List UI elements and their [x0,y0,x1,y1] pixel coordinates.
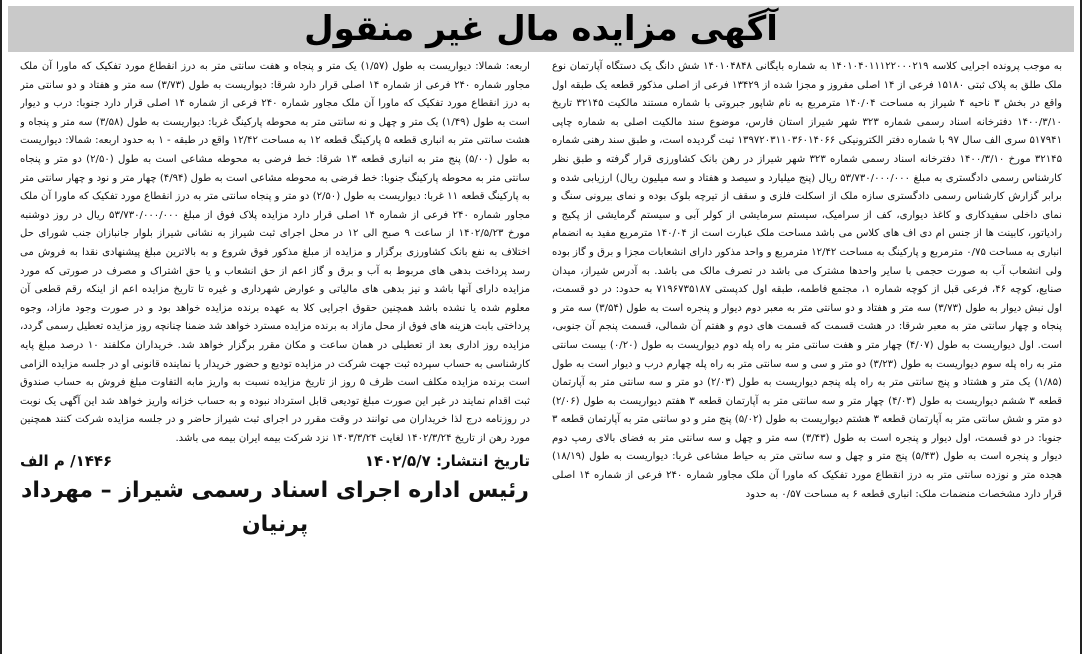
right-column-text: به موجب پرونده اجرایی کلاسه ۱۴۰۱۰۴۰۱۱۱۲۲۰۰۰۲۱۹ به شماره بایگانی ۱۴۰۱۰۴۸۴۸ شش دانگ یک دستگاه آپارتمان نوع ملک طلق به پلاک ثبتی ۱۵۱۸۰ فرعی از ۱۴ اصلی مفروز و مجزا شده از ۱۳۴۲۹ فرعی از اصلی مذکور قطعه یک طبقه اول واقع در بخش ۳ ناحیه ۴ شیراز به مساحت ۱۴۰/۰۴ مترمربع به نام شاپور جبروتی با شماره مستند مالکیت ۳۲۱۴۵ تاریخ ۱۴۰۰/۳/۱۰ دفترخانه اسناد رسمی شماره ۳۲۳ شهر شیراز استان فارس، موضوع سند مالکیت اصلی به شماره چاپی ۵۱۷۹۴۱ سری الف سال ۹۷ با شماره دفتر الکترونیکی ۱۳۹۷۲۰۳۱۱۰۳۶۰۱۴۰۶۶ ثبت گردیده است، و طبق سند رهنی شماره ۳۲۱۴۵ مورخ ۱۴۰۰/۳/۱۰ دفترخانه اسناد رسمی شماره ۳۲۳ شهر شیراز در رهن بانک کشاورزی قرار گرفته و طبق نظر کارشناس رسمی دادگستری به مبلغ ۵۳/۷۳۰/۰۰۰/۰۰۰ ریال (پنج میلیارد و سیصد و هفتاد و سه میلیون ریال) ارزیابی شده و برابر گزارش کارشناس رسمی دادگستری سازه ملک از اسکلت فلزی و سقف از تیرچه بلوک بوده و نمای بیرونی سنگ و نمای داخلی سفیدکاری و کاغذ دیواری، کف از سرامیک، سیستم سرمایشی از کولر آبی و سیستم گرمایشی از پکیج و رادیاتور، کابینت ها از جنس ام دی اف های کلاس می باشد مساحت ملک عبارت است از ۱۴۰/۰۴ مترمربع مفید به انضمام انباری به مساحت ۰/۷۵ مترمربع و پارکینگ به مساحت ۱۲/۴۲ مترمربع و واحد مذکور دارای انشعابات مجزا و برق و گاز بوده ولی انشعاب آب به صورت حجمی با سایر واحدها مشترک می باشد در تصرف مالک می باشد. به آدرس شیراز، میدان صنایع، کوچه ۴۶، فرعی قبل از کوچه شماره ۱، مجتمع فاطمه، طبقه اول کدپستی ۷۱۹۶۷۳۵۱۸۷ به حدود: در دو قسمت، اول نبش دیوار به طول (۳/۷۳) سه متر و هفتاد و دو سانتی متر به معبر دوم دیوار و پنجره است به طول (۳/۵۴) سه متر و پنجاه و چهار سانتی متر به معبر شرقا: در هشت قسمت که قسمت های دوم و هفتم آن شمالی، قسمت پنجم آن جنوبی، است. اول دیواریست به طول (۴/۰۷) چهار متر و هفت سانتی متر به راه پله دوم دیواریست به طول (۰/۲۰) بیست سانتی متر به راه پله سوم دیواریست به طول (۳/۲۳) دو متر و سی و سه سانتی متر به راه پله چهارم درب و دیوار است به طول (۱/۸۵) یک متر و هشتاد و پنج سانتی متر به راه پله پنجم دیواریست به طول (۲/۰۳) دو متر و سه سانتی متر به آپارتمان قطعه ۳ ششم دیواریست به طول (۴/۰۳) چهار متر و سه سانتی متر به آپارتمان قطعه ۳ هفتم دیواریست به طول (۲/۰۶) دو متر و شش سانتی متر به آپارتمان قطعه ۳ هشتم دیواریست به طول (۵/۰۲) پنج متر و دو سانتی متر به آپارتمان قطعه ۳ جنوبا: در دو قسمت، اول دیوار و پنجره است به طول (۳/۴۳) سه متر و چهل و سه سانتی متر به فضای بالای رمپ دوم دیوار و پنجره است به طول (۵/۴۳) پنج متر و چهل و سه سانتی متر به حیاط مشاعی غربا: دیواریست به طول (۱۸/۱۹) هجده متر و نوزده سانتی متر به درز انقطاع مورد تفکیک که ماورا آن ملک مجاور شماره ۲۴۰ فرعی از شماره ۱۴ اصلی قرار دارد مشخصات منضمات ملک: انباری قطعه ۶ به مساحت ۰/۵۷ به حدود [552,61,1062,500]
body-columns [20,58,1062,648]
reference-number: ۱۴۴۶/ م الف [20,452,113,471]
signature-line: رئیس اداره اجرای اسناد رسمی شیراز – مهرداد پرنیان [21,478,529,538]
notice-title: آگهی مزایده مال غیر منقول [304,9,778,49]
title-banner [8,6,1074,52]
column-left [20,58,530,648]
footer-meta-row [20,450,530,472]
left-column-text: اربعه: شمالا: دیواریست به طول (۱/۵۷) یک متر و پنجاه و هفت سانتی متر به درز انقطاع مورد تفکیک که ماورا آن ملک مجاور شماره ۲۴۰ فرعی از شماره ۱۴ اصلی قرار دارد شرقا: دیواریست به طول (۳/۷۳) سه متر و هفتاد و دو سانتی متر به درز انقطاع مورد تفکیک که ماورا آن ملک مجاور شماره ۲۴۰ فرعی از شماره ۱۴ اصلی قرار دارد جنوبا: درب و دیوار است به طول (۱/۴۹) یک متر و چهل و نه سانتی متر به محوطه پارکینگ غربا: دیواریست به طول (۳/۵۸) سه متر و پنجاه و هشت سانتی متر به انباری قطعه ۵ پارکینگ قطعه ۱۲ به مساحت ۱۲/۴۲ واقع در طبقه - ۱ به حدود اربعه: شمالا: دیواریست به طول (۵/۰۰) پنج متر به انباری قطعه ۱۳ شرقا: خط فرضی به محوطه مشاعی است به طول (۲/۵۰) دو متر و پنجاه سانتی متر به محوطه پارکینگ جنوبا: خط فرضی به محوطه مشاعی است به طول (۴/۹۴) چهار متر و نود و چهار سانتی متر به پارکینگ قطعه ۱۱ غربا: دیواریست به طول (۲/۵۰) دو متر و پنجاه سانتی متر به درز انقطاع مورد تفکیک که ماورا آن ملک مجاور شماره ۲۴۰ فرعی از شماره ۱۴ اصلی قرار دارد مزایده پلاک فوق از مبلغ ۵۳/۷۳۰/۰۰۰/۰۰۰ ریال در روز دوشنبه مورخ ۱۴۰۲/۵/۲۳ از ساعت ۹ صبح الی ۱۲ در محل اجرای ثبت شیراز به نشانی شیراز بلوار جانبازان جنب شورای حل اختلاف به نفع بانک کشاورزی برگزار و مزایده از مبلغ مذکور فوق شروع و به بالاترین مبلغ پیشنهادی نقدا به فروش می رسد پرداخت بدهی های مربوط به آب و برق و گاز اعم از حق انشعاب و یا حق اشتراک و مصرف در صورتی که مورد مزایده دارای آنها باشد و نیز بدهی های مالیاتی و عوارض شهرداری و غیره تا تاریخ مزایده اعم از اینکه رقم قطعی آن معلوم شده یا نشده باشد همچنین حقوق اجرایی کلا به عهده برنده مزایده خواهد بود و در صورت وجود مازاد، وجوه پرداختی بابت هزینه های فوق از محل مازاد به برنده مزایده مسترد خواهد شد ضمنا چنانچه روز مزایده تعطیل رسمی گردد، مزایده روز اداری بعد از تعطیلی در همان ساعت و مکان مقرر برگزار خواهد شد. خریداران مکلفند ۱۰ درصد مبلغ پایه کارشناسی به حساب سپرده ثبت جهت شرکت در مزایده تودیع و حضور خریدار یا نماینده قانونی او در جلسه مزایده الزامی است برنده مزایده مکلف است ظرف ۵ روز از تاریخ مزایده نسبت به واریز مابه التفاوت مبلغ فروش به حساب صندوق ثبت اقدام نمایند در غیر این صورت مبلغ تودیعی قابل استرداد نبوده و به حساب خزانه واریز خواهد شد این آگهی یک نوبت در روزنامه درج لذا خریداران می توانند در وقت مقرر در اجرای ثبت شیراز حاضر و در جلسه مزایده شرکت کنند همچنین مورد رهن از تاریخ ۱۴۰۲/۳/۲۴ لغایت ۱۴۰۳/۳/۲۴ نزد شرکت بیمه ایران بیمه می باشد. [20,61,530,444]
publication-date: تاریخ انتشار: ۱۴۰۲/۵/۷ [364,452,530,471]
notice-footer [20,450,530,542]
column-right [552,58,1062,648]
